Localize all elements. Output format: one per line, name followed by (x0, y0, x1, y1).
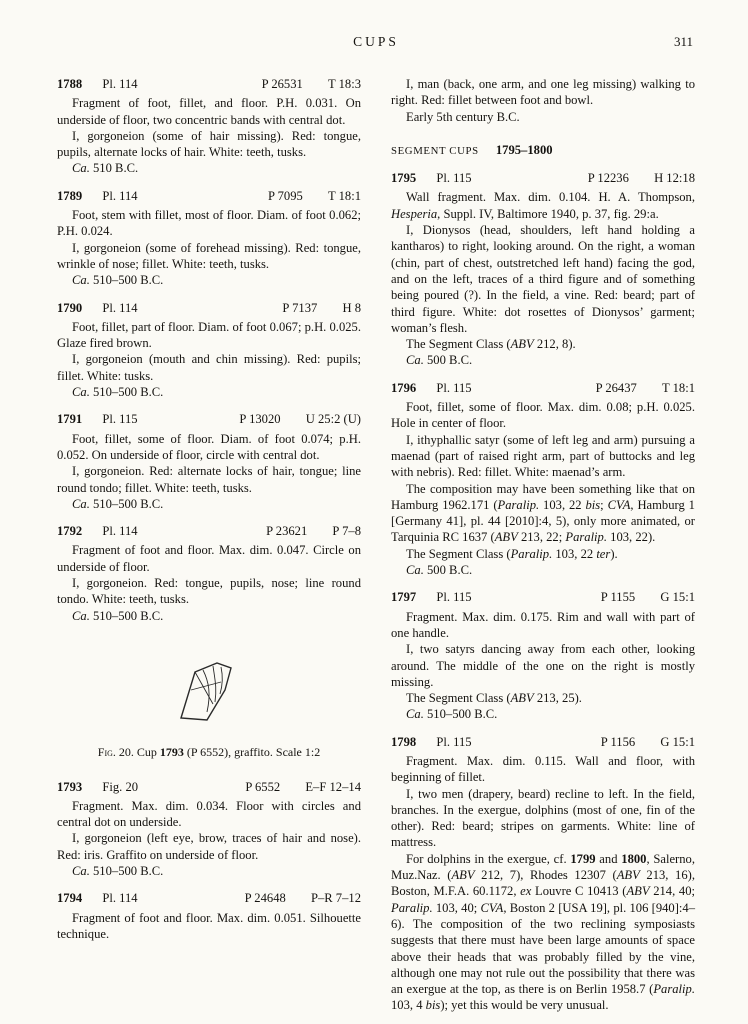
entry-grid-ref: U 25:2 (U) (305, 412, 361, 427)
entry-grid-ref: T 18:1 (327, 188, 361, 203)
entry-plate-ref: Pl. 114 (102, 524, 138, 539)
entry-date-line: Ca. 510–500 B.C. (406, 707, 498, 722)
entry-ref-group (268, 188, 361, 204)
entry-1794-continuation (391, 76, 695, 125)
entry-grid-ref: P–R 7–12 (310, 891, 361, 906)
entry-class-line: The Segment Class (ABV 213, 25). (406, 691, 582, 706)
entry-ref-group (262, 76, 361, 92)
entry-header (57, 411, 361, 427)
entry-grid-ref: P 7–8 (332, 524, 361, 539)
entry-paragraph: Foot, fillet, part of floor. Diam. of foot 0.067; p.H. 0.025. Glaze fired brown. (57, 319, 361, 351)
entry-number: 1796 (391, 380, 417, 395)
section-heading (391, 142, 695, 159)
entry-header (57, 188, 361, 204)
right-column (391, 76, 695, 1014)
left-column (57, 76, 361, 1014)
entry-ref-group (601, 589, 695, 605)
entry-inventory: P 7137 (282, 300, 318, 315)
entry-plate-ref: Pl. 114 (102, 300, 138, 315)
entry-date-line: Ca. 500 B.C. (406, 353, 473, 368)
entry-inventory: P 1155 (600, 590, 636, 605)
entry-header (57, 300, 361, 316)
catalog-entry-1796 (391, 380, 695, 579)
catalog-entry-1789 (57, 188, 361, 289)
entry-grid-ref: E–F 12–14 (305, 779, 361, 794)
entry-inventory: P 24648 (244, 891, 286, 906)
entry-date-line: Ca. 510–500 B.C. (72, 863, 164, 878)
entry-ref-group (239, 411, 361, 427)
entry-number: 1788 (57, 77, 83, 91)
entry-paragraph: I, Dionysos (head, shoulders, left hand holding a kantharos) to right, looking around. On the right, a woman (chin, part of chest, outstretched left hand) facing the god, and on the left, traces of a third figure and of something being poured (?). In the field, a vine. Red: beard; part of third figure. White: dot rosettes of Dionysos’ garment; woman’s flesh. (391, 223, 695, 335)
entry-inventory: P 26437 (595, 380, 637, 395)
entry-paragraph: For dolphins in the exergue, cf. 1799 and 1800, Salerno, Muz.Naz. (ABV 212, 7), Rhodes 12307 (ABV 213, 16), Boston, M.F.A. 60.1172, ex Louvre C 10413 (ABV 214, 40; Paralip. 103, 40; CVA, Boston 2 [USA 19], pl. 106 [940]:4–6). The composition of the two reclining symposiasts suggests that there must have been large amounts of space above their heads that was probably filled by the vine, although one may not rule out the possibility that there was an exergue at the top, as there is on Berlin 1958.7 (Paralip. 103, 4 bis); yet this would be very unusual. (391, 851, 696, 1013)
catalog-entry-1788 (57, 76, 361, 177)
catalog-entry-1793 (57, 779, 361, 880)
entry-ref-group (245, 779, 361, 795)
entry-paragraph: I, gorgoneion. Red: alternate locks of hair, tongue; line round tondo; fillet. White: teeth, tusks. (57, 464, 361, 495)
page-title: CUPS (353, 34, 399, 49)
entry-grid-ref: G 15:1 (660, 734, 695, 749)
entry-number: 1791 (57, 412, 83, 427)
entry-ref-group (245, 890, 361, 906)
entry-number: 1795 (391, 171, 417, 186)
entry-paragraph: Fragment of foot, fillet, and floor. P.H. 0.031. On underside of floor, two concentric bands with central dot. (57, 96, 361, 127)
entry-inventory: P 12236 (587, 171, 629, 186)
entry-plate-ref: Pl. 115 (436, 380, 472, 395)
entry-date-line: Ca. 510–500 B.C. (72, 496, 164, 511)
entry-paragraph: I, gorgoneion. Red: tongue, pupils, nose; line round tondo. White: teeth, tusks. (57, 576, 361, 607)
entry-date-line: Ca. 510–500 B.C. (72, 608, 164, 623)
entry-header (57, 523, 361, 539)
entry-ref-group (601, 734, 695, 750)
two-column-text (57, 76, 695, 1014)
entry-number: 1789 (57, 188, 83, 203)
entry-ref-group (282, 300, 361, 316)
entry-plate-ref: Pl. 114 (102, 891, 138, 906)
entry-paragraph: Fragment of foot and floor. Max. dim. 0.051. Silhouette technique. (57, 910, 361, 941)
figure-20 (57, 654, 361, 761)
entry-number: 1798 (391, 734, 417, 749)
running-header (57, 34, 695, 52)
catalog-entry-1794 (57, 890, 361, 942)
entry-paragraph: I, gorgoneion (some of hair missing). Red: tongue, pupils, alternate locks of hair. White: teeth, tusks. (57, 128, 361, 160)
entry-date-line: Ca. 500 B.C. (406, 563, 473, 578)
entry-paragraph: Foot, fillet, some of floor. Max. dim. 0.08; p.H. 0.025. Hole in center of floor. (391, 400, 695, 431)
entry-id-group (57, 300, 138, 316)
entry-paragraph: Foot, fillet, some of floor. Diam. of foot 0.074; p.H. 0.052. On underside of floor, circle with central dot. (57, 431, 361, 462)
entry-inventory: P 1156 (600, 734, 636, 749)
entry-class-line: The Segment Class (ABV 212, 8). (406, 337, 576, 352)
entry-inventory: P 7095 (267, 188, 303, 203)
graffito-fragment-drawing (173, 660, 245, 730)
entry-number: 1797 (391, 590, 417, 605)
entry-plate-ref: Pl. 115 (436, 590, 472, 605)
entry-class-line: The Segment Class (Paralip. 103, 22 ter). (406, 546, 618, 561)
entry-id-group (57, 523, 138, 539)
catalog-entry-1790 (57, 300, 361, 401)
entry-grid-ref: H 8 (342, 300, 361, 315)
entry-date-line: Early 5th century B.C. (406, 109, 520, 124)
entry-number: 1790 (57, 300, 83, 315)
entry-paragraph: I, ithyphallic satyr (some of left leg and arm) pursuing a maenad (part of raised right arm, part of buttocks and leg with nebris). Red: fillet. White: maenad’s arm. (391, 432, 695, 480)
entry-grid-ref: T 18:3 (327, 77, 361, 91)
entry-paragraph: I, man (back, one arm, and one leg missing) walking to right. Red: fillet between foot and bowl. (391, 77, 695, 108)
entry-plate-ref: Pl. 115 (436, 171, 472, 186)
entry-paragraph: Wall fragment. Max. dim. 0.104. H. A. Thompson, Hesperia, Suppl. IV, Baltimore 1940, p. 37, fig. 29:a. (391, 190, 695, 221)
entry-id-group (57, 188, 138, 204)
section-number-range: 1795–1800 (495, 142, 553, 157)
entry-header (391, 589, 695, 605)
page-number: 311 (673, 34, 693, 49)
catalog-entry-1798 (391, 734, 695, 1014)
entry-plate-ref: Pl. 115 (436, 734, 472, 749)
entry-paragraph: Fragment. Max. dim. 0.034. Floor with circles and central dot on underside. (57, 798, 361, 830)
entry-header (391, 170, 695, 186)
entry-grid-ref: T 18:1 (661, 380, 695, 395)
section-label: SEGMENT CUPS (391, 144, 479, 157)
entry-plate-ref: Pl. 114 (102, 77, 138, 91)
entry-date-line: Ca. 510–500 B.C. (72, 273, 164, 288)
entry-paragraph: I, gorgoneion (some of forehead missing). Red: tongue, wrinkle of nose; fillet. White: teeth, tusks. (57, 240, 361, 271)
entry-id-group (391, 170, 472, 186)
entry-inventory: P 23621 (266, 524, 308, 539)
entry-paragraph: Fragment of foot and floor. Max. dim. 0.047. Circle on underside of floor. (57, 543, 361, 574)
catalog-entry-1797 (391, 589, 695, 722)
entry-date-line: Ca. 510–500 B.C. (72, 385, 164, 400)
figure-caption: Fig. 20. Cup 1793 (P 6552), graffito. Scale 1:2 (97, 745, 321, 760)
entry-paragraph: Fragment. Max. dim. 0.115. Wall and floor, with beginning of fillet. (391, 753, 695, 785)
entry-plate-ref: Pl. 114 (102, 188, 138, 203)
entry-plate-ref: Pl. 115 (102, 412, 138, 427)
entry-inventory: P 26531 (261, 77, 303, 91)
entry-paragraph: Foot, stem with fillet, most of floor. Diam. of foot 0.062; P.H. 0.024. (57, 208, 361, 239)
entry-paragraph: I, two men (drapery, beard) recline to left. In the field, branches. In the exergue, dolphins (most of one, fin of the other). Red: beard; stripes on garments. White: line of mattress. (391, 786, 695, 850)
entry-id-group (391, 380, 472, 396)
entry-id-group (57, 890, 138, 906)
entry-paragraph: The composition may have been something like that on Hamburg 1962.171 (Paralip. 103, 22 bis; CVA, Hamburg 1 [Germany 41], pl. 44 [2010]:4, 5), only more animated, or Tarquinia RC 1637 (ABV 213, 22; Paralip. 103, 22). (391, 481, 695, 545)
entry-id-group (57, 76, 138, 92)
entry-id-group (57, 779, 138, 795)
entry-paragraph: Fragment. Max. dim. 0.175. Rim and wall with part of one handle. (391, 609, 695, 640)
entry-header (391, 380, 695, 396)
entry-number: 1794 (57, 891, 83, 906)
entry-ref-group (266, 523, 361, 539)
entry-ref-group (596, 380, 695, 396)
entry-inventory: P 13020 (239, 412, 281, 427)
entry-number: 1793 (57, 779, 83, 794)
entry-number: 1792 (57, 524, 83, 539)
catalog-entry-1791 (57, 411, 361, 512)
entry-ref-group (588, 170, 695, 186)
entry-header (57, 779, 361, 795)
entry-header (57, 76, 361, 92)
entry-grid-ref: H 12:18 (654, 171, 695, 186)
entry-header (57, 890, 361, 906)
catalog-entry-1795 (391, 170, 695, 369)
entry-grid-ref: G 15:1 (660, 590, 695, 605)
entry-paragraph: I, gorgoneion (left eye, brow, traces of hair and nose). Red: iris. Graffito on underside of floor. (57, 831, 361, 862)
entry-id-group (391, 589, 472, 605)
entry-paragraph: I, two satyrs dancing away from each other, looking around. The middle of the one on the right is mostly missing. (391, 642, 695, 689)
entry-inventory: P 6552 (245, 779, 281, 794)
entry-id-group (57, 411, 138, 427)
entry-date-line: Ca. 510 B.C. (72, 161, 139, 176)
entry-header (391, 734, 695, 750)
catalog-entry-1792 (57, 523, 361, 624)
entry-paragraph: I, gorgoneion (mouth and chin missing). Red: pupils; fillet. White: tusks. (57, 352, 361, 383)
entry-figure-ref: Fig. 20 (102, 779, 139, 794)
entry-id-group (391, 734, 472, 750)
